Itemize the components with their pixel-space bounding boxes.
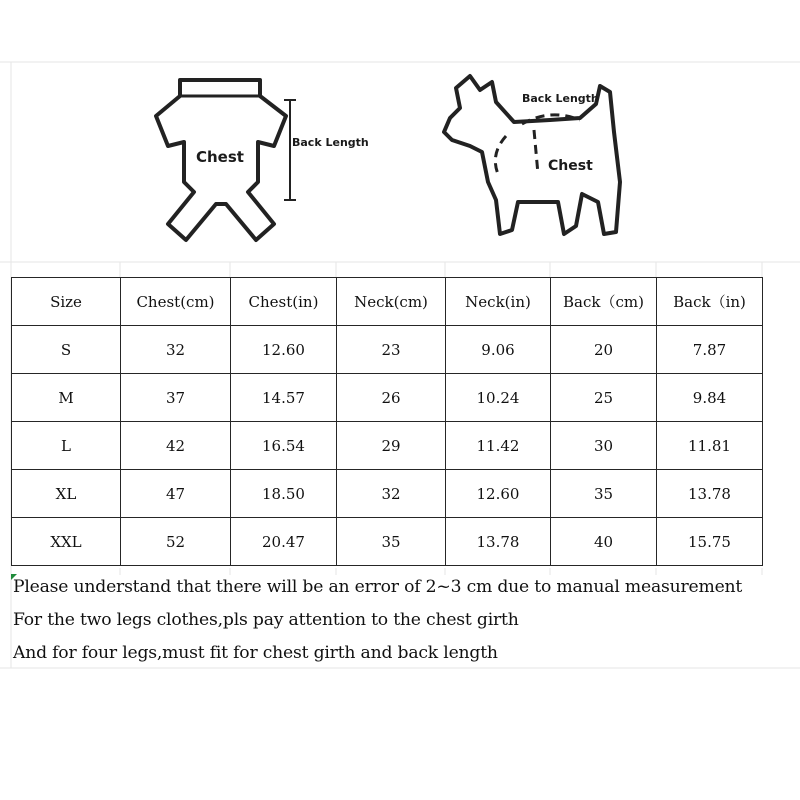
table-header-row	[12, 278, 763, 326]
chest-in-cell: 20.47	[231, 518, 337, 566]
chest-cm-cell: 32	[121, 326, 231, 374]
back-in-cell: 13.78	[657, 470, 763, 518]
back-cm-cell: 30	[551, 422, 657, 470]
dog-measurement-diagram	[430, 62, 640, 262]
note-two-legs: For the two legs clothes,pls pay attention to the chest girth	[13, 610, 519, 630]
chest-cm-cell: 52	[121, 518, 231, 566]
back-cm-cell: 25	[551, 374, 657, 422]
chest-in-cell: 16.54	[231, 422, 337, 470]
header-back-in: Back（in)	[657, 278, 763, 326]
garment-measurement-diagram	[140, 62, 380, 262]
size-cell: XXL	[12, 518, 121, 566]
back-cm-cell: 40	[551, 518, 657, 566]
cell-comment-marker-icon	[11, 574, 17, 580]
header-neck-in: Neck(in)	[446, 278, 551, 326]
table-row	[12, 470, 763, 518]
note-four-legs: And for four legs,must fit for chest girth and back length	[13, 643, 498, 663]
neck-in-cell: 12.60	[446, 470, 551, 518]
neck-cm-cell: 35	[337, 518, 446, 566]
measurement-notes	[13, 574, 742, 673]
neck-in-cell: 9.06	[446, 326, 551, 374]
neck-in-cell: 13.78	[446, 518, 551, 566]
chest-in-cell: 12.60	[231, 326, 337, 374]
table-row	[12, 326, 763, 374]
header-back-cm: Back（cm)	[551, 278, 657, 326]
dog-back-length-label: Back Length	[522, 92, 599, 105]
back-in-cell: 11.81	[657, 422, 763, 470]
back-cm-cell: 35	[551, 470, 657, 518]
header-size: Size	[12, 278, 121, 326]
neck-cm-cell: 26	[337, 374, 446, 422]
neck-cm-cell: 23	[337, 326, 446, 374]
table-row	[12, 374, 763, 422]
header-neck-cm: Neck(cm)	[337, 278, 446, 326]
back-cm-cell: 20	[551, 326, 657, 374]
neck-cm-cell: 32	[337, 470, 446, 518]
chest-cm-cell: 42	[121, 422, 231, 470]
neck-in-cell: 10.24	[446, 374, 551, 422]
garment-chest-label: Chest	[196, 148, 244, 166]
garment-outline-icon	[140, 62, 380, 262]
chest-cm-cell: 37	[121, 374, 231, 422]
chest-in-cell: 14.57	[231, 374, 337, 422]
dog-chest-label: Chest	[548, 158, 593, 174]
chest-cm-cell: 47	[121, 470, 231, 518]
header-chest-cm: Chest(cm)	[121, 278, 231, 326]
back-in-cell: 7.87	[657, 326, 763, 374]
table-row	[12, 422, 763, 470]
size-cell: M	[12, 374, 121, 422]
table-row	[12, 518, 763, 566]
size-cell: L	[12, 422, 121, 470]
note-measurement-error: Please understand that there will be an error of 2~3 cm due to manual measurement	[13, 577, 743, 597]
chest-in-cell: 18.50	[231, 470, 337, 518]
neck-cm-cell: 29	[337, 422, 446, 470]
header-chest-in: Chest(in)	[231, 278, 337, 326]
neck-in-cell: 11.42	[446, 422, 551, 470]
garment-back-length-label: Back Length	[292, 136, 369, 149]
size-chart-table	[11, 277, 763, 566]
size-cell: S	[12, 326, 121, 374]
back-in-cell: 15.75	[657, 518, 763, 566]
back-in-cell: 9.84	[657, 374, 763, 422]
size-cell: XL	[12, 470, 121, 518]
